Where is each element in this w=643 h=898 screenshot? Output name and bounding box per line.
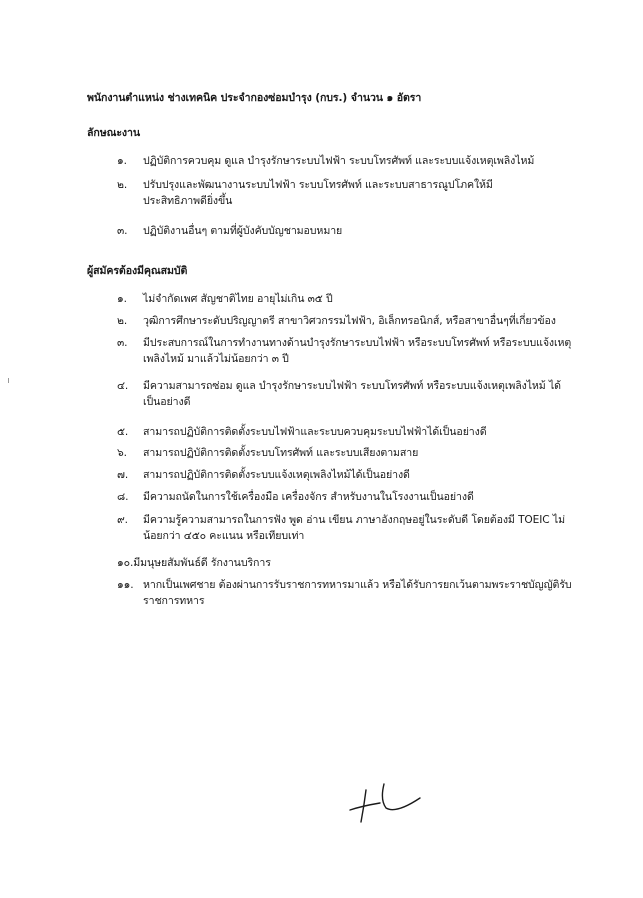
duty-item	[117, 223, 577, 239]
duty-text: ปฏิบัติงานอื่นๆ ตามที่ผู้บังคับบัญชามอบหมาย	[143, 225, 343, 237]
qualification-item	[117, 445, 577, 461]
duty-text: ปรับปรุงและพัฒนางานระบบไฟฟ้า ระบบโทรศัพท์ และระบบสาธารณูปโภคให้มีประสิทธิภาพดียิ่งขึ้น	[143, 179, 493, 207]
duty-number: ๑.	[117, 155, 127, 167]
duty-text: ปฏิบัติการควบคุม ดูแล บำรุงรักษาระบบไฟฟ้า ระบบโทรศัพท์ และระบบแจ้งเหตุเพลิงไหม้	[143, 155, 535, 167]
qualification-item	[117, 489, 577, 505]
qualification-number: ๔.	[117, 380, 129, 392]
qualification-number: ๑๑.	[117, 579, 134, 591]
duty-item	[117, 177, 577, 209]
qualification-text: สามารถปฏิบัติการติดตั้งระบบโทรศัพท์ และระบบเสียงตามสาย	[143, 447, 419, 459]
qualification-number: ๗.	[117, 469, 129, 481]
qualification-item	[117, 424, 577, 440]
qualification-item	[117, 577, 577, 609]
qualification-text: หากเป็นเพศชาย ต้องผ่านการรับราชการทหารมาแล้ว หรือได้รับการยกเว้นตามพระราชบัญญัติรับราชการทหาร	[143, 579, 572, 607]
qualification-text: ไม่จำกัดเพศ สัญชาติไทย อายุไม่เกิน ๓๕ ปี	[143, 293, 333, 305]
duty-number: ๓.	[117, 225, 128, 237]
qualification-item	[117, 291, 577, 307]
qualification-item	[117, 467, 577, 483]
qualification-item	[117, 313, 577, 329]
qualification-text: สามารถปฏิบัติการติดตั้งระบบไฟฟ้าและระบบควบคุมระบบไฟฟ้าได้เป็นอย่างดี	[143, 426, 487, 438]
qualification-number: ๑.	[117, 293, 127, 305]
qualification-text: มีประสบการณ์ในการทำงานทางด้านบำรุงรักษาระบบไฟฟ้า หรือระบบโทรศัพท์ หรือระบบแจ้งเหตุเพลิงไหม้ มาแล้วไม่น้อยกว่า ๓ ปี	[143, 337, 572, 365]
qualification-number: ๑๐.	[117, 557, 134, 569]
qualification-item	[117, 512, 577, 544]
qualification-item	[117, 378, 577, 410]
qualification-number: ๒.	[117, 315, 128, 327]
handwritten-signature	[340, 776, 430, 826]
qualifications-heading: ผู้สมัครต้องมีคุณสมบัติ	[87, 265, 188, 277]
qualification-item	[117, 335, 577, 367]
qualification-text: มีความสามารถซ่อม ดูแล บำรุงรักษาระบบไฟฟ้า ระบบโทรศัพท์ หรือระบบแจ้งเหตุเพลิงไหม้ ได้เป็นอย่างดี	[143, 380, 561, 408]
qualification-text: สามารถปฏิบัติการติดตั้งระบบแจ้งเหตุเพลิงไหม้ได้เป็นอย่างดี	[143, 469, 410, 481]
qualification-text: มีความถนัดในการใช้เครื่องมือ เครื่องจักร สำหรับงานในโรงงานเป็นอย่างดี	[143, 491, 474, 503]
duty-item	[117, 153, 577, 169]
qualification-text: มีมนุษยสัมพันธ์ดี รักงานบริการ	[133, 557, 271, 569]
qualification-number: ๘.	[117, 491, 129, 503]
qualification-text: วุฒิการศึกษาระดับปริญญาตรี สาขาวิศวกรรมไฟฟ้า, อิเล็กทรอนิกส์, หรือสาขาอื่นๆที่เกี่ยวข้อง	[143, 315, 556, 327]
qualification-number: ๓.	[117, 337, 128, 349]
page-title: พนักงานตำแหน่ง ช่างเทคนิค ประจำกองซ่อมบำรุง (กบร.) จำนวน ๑ อัตรา	[87, 92, 422, 104]
qualification-text: มีความรู้ความสามารถในการฟัง พูด อ่าน เขียน ภาษาอังกฤษอยู่ในระดับดี โดยต้องมี TOEIC ไม่น้อยกว่า ๔๕๐ คะแนน หรือเทียบเท่า	[143, 514, 565, 542]
qualification-number: ๙.	[117, 514, 128, 526]
qualification-number: ๕.	[117, 426, 129, 438]
duties-heading: ลักษณะงาน	[87, 127, 140, 139]
qualification-number: ๖.	[117, 447, 127, 459]
scan-mark	[8, 378, 9, 383]
duty-number: ๒.	[117, 179, 128, 191]
qualification-item	[117, 555, 577, 571]
